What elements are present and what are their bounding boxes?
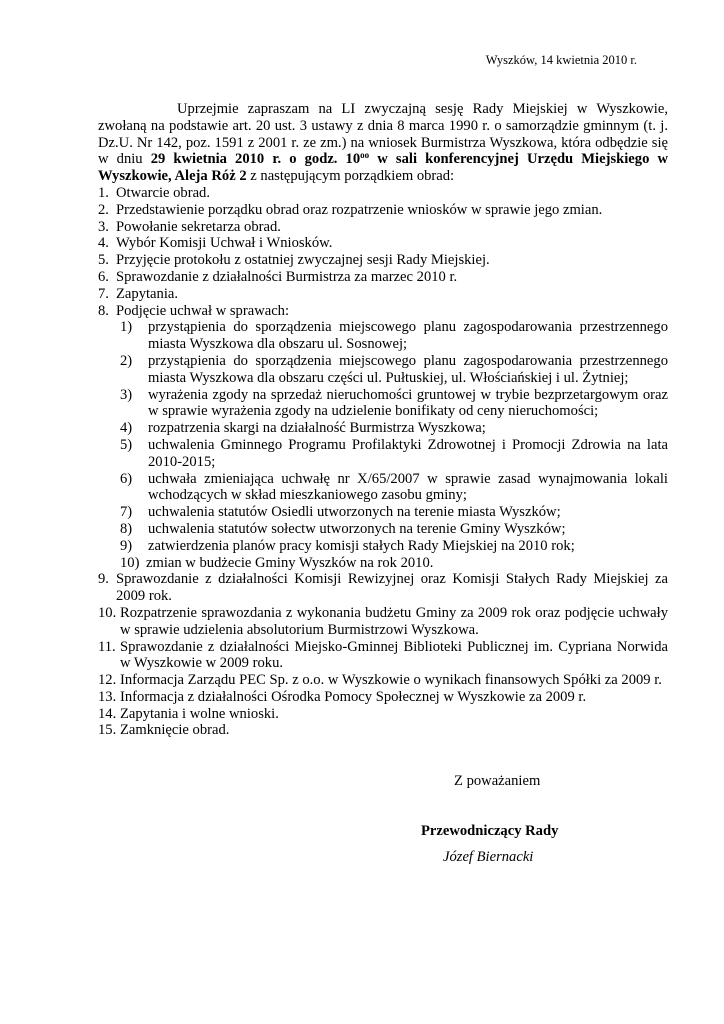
intro-paragraph: [98, 101, 668, 185]
agenda-item: [98, 605, 668, 639]
resolution-item-number: 1): [120, 319, 133, 336]
resolution-item-text: przystąpienia do sporządzenia miejscowego planu zagospodarowania przestrzennego miasta Wyszkowa dla obszaru ul. Sosnowej;: [148, 319, 668, 353]
agenda-item-text: Sprawozdanie z działalności Miejsko-Gminnej Biblioteki Publicznej im. Cypriana Norwida w Wyszkowie w 2009 roku.: [120, 638, 668, 672]
agenda-item-number: 10.: [98, 604, 117, 621]
meeting-minutes: oo: [360, 150, 370, 161]
letter-body: [98, 101, 668, 739]
agenda-item: [98, 689, 668, 706]
agenda-item: [98, 286, 668, 303]
agenda-item-text: Zapytania i wolne wnioski.: [120, 705, 279, 722]
signatory-title: Przewodniczący Rady: [421, 823, 559, 839]
agenda-item: [98, 672, 668, 689]
agenda-item-text: Otwarcie obrad.: [116, 184, 211, 201]
agenda-item-text: Sprawozdanie z działalności Komisji Rewizyjnej oraz Komisji Stałych Rady Miejskiej za 2009 rok.: [116, 571, 668, 605]
agenda-item: [98, 235, 668, 252]
agenda-item-number: 7.: [98, 285, 109, 302]
agenda-item-number: 9.: [98, 571, 109, 588]
agenda-item: [98, 269, 668, 286]
resolution-item-number: 10): [120, 554, 140, 571]
agenda-item-number: 2.: [98, 201, 109, 218]
agenda-item-text: Sprawozdanie z działalności Burmistrza za marzec 2010 r.: [116, 268, 458, 285]
resolution-item: [120, 555, 668, 572]
resolution-item: [120, 353, 668, 387]
resolution-item: [120, 387, 668, 421]
agenda-item-number: 13.: [98, 688, 117, 705]
agenda-item-number: 11.: [98, 638, 116, 655]
resolution-item-text: zatwierdzenia planów pracy komisji stałych Rady Miejskiej na 2010 rok;: [148, 537, 575, 554]
agenda-item-number: 15.: [98, 722, 117, 739]
agenda-item-text: Zamknięcie obrad.: [120, 722, 230, 739]
agenda-item-text: Powołanie sekretarza obrad.: [116, 218, 281, 235]
resolution-sublist: [98, 319, 668, 571]
agenda-item: [98, 252, 668, 269]
agenda-item-number: 6.: [98, 268, 109, 285]
agenda-item-number: 3.: [98, 218, 109, 235]
resolution-item: [120, 420, 668, 437]
signatory-name: Józef Biernacki: [443, 849, 534, 865]
resolution-item: [120, 538, 668, 555]
agenda-item-text: Rozpatrzenie sprawozdania z wykonania budżetu Gminy za 2009 rok oraz podjęcie uchwały w sprawie udzielenia absolutorium Burmistrzowi Wyszkowa.: [120, 604, 668, 638]
agenda-item: [98, 202, 668, 219]
agenda-item-text: Zapytania.: [116, 285, 178, 302]
agenda-item-text: Wybór Komisji Uchwał i Wniosków.: [116, 235, 333, 252]
resolution-item: [120, 521, 668, 538]
resolution-item-text: rozpatrzenia skargi na działalność Burmistrza Wyszkowa;: [148, 420, 486, 437]
resolution-item-text: uchwalenia statutów sołectw utworzonych na terenie Gminy Wyszków;: [148, 520, 566, 537]
agenda-item: [98, 571, 668, 605]
resolution-item-text: zmian w budżecie Gminy Wyszków na rok 2010.: [146, 554, 434, 571]
meeting-location: w sali konferencyjnej Urzędu Miejskiego w Wyszkowie, Aleja Róż 2: [98, 151, 669, 185]
resolution-item-text: przystąpienia do sporządzenia miejscowego planu zagospodarowania przestrzennego miasta Wyszkowa dla obszaru części ul. Pułtuskiej, ul. Włościańskiej i ul. Żytniej;: [148, 352, 668, 386]
place-date: Wyszków, 14 kwietnia 2010 r.: [485, 53, 637, 67]
agenda-item: [98, 219, 668, 236]
agenda-item: [98, 639, 668, 673]
agenda-item-number: 14.: [98, 705, 117, 722]
agenda-item-text: Informacja z działalności Ośrodka Pomocy Społecznej w Wyszkowie za 2009 r.: [120, 688, 587, 705]
resolution-item-number: 9): [120, 537, 133, 554]
resolution-item: [120, 319, 668, 353]
resolution-item-number: 2): [120, 352, 133, 369]
resolution-item-number: 6): [120, 470, 133, 487]
agenda-item: [98, 706, 668, 723]
meeting-date: 29 kwietnia 2010 r. o godz. 10: [150, 151, 361, 168]
agenda-item-text: Podjęcie uchwał w sprawach:: [116, 302, 290, 319]
agenda-list-continued: [98, 571, 668, 739]
resolution-item-number: 8): [120, 520, 133, 537]
agenda-item-number: 12.: [98, 672, 117, 689]
agenda-list: [98, 185, 668, 319]
resolution-item-number: 7): [120, 504, 133, 521]
agenda-item: [98, 722, 668, 739]
agenda-item-number: 1.: [98, 184, 109, 201]
closing-phrase: Z poważaniem: [454, 773, 541, 789]
intro-text-end: z następującym porządkiem obrad:: [246, 168, 455, 185]
agenda-item-text: Przedstawienie porządku obrad oraz rozpatrzenie wniosków w sprawie jego zmian.: [116, 201, 603, 218]
agenda-item-number: 8.: [98, 302, 109, 319]
resolution-item-text: uchwała zmieniająca uchwałę nr X/65/2007 w sprawie zasad wynajmowania lokali wchodzących w skład mieszkaniowego zasobu gminy;: [148, 470, 668, 504]
resolution-item-text: wyrażenia zgody na sprzedaż nieruchomości gruntowej w trybie bezprzetargowym oraz w sprawie wyrażenia zgody na udzielenie bonifikaty od ceny nieruchomości;: [148, 386, 668, 420]
resolution-item: [120, 471, 668, 505]
resolution-item-text: uchwalenia statutów Osiedli utworzonych na terenie miasta Wyszków;: [148, 504, 561, 521]
intro-text: Uprzejmie zapraszam na LI zwyczajną sesję Rady Miejskiej w Wyszkowie, zwołaną na podstawie art. 20 ust. 3 ustawy z dnia 8 marca 1990 r. o samorządzie gminnym (t. j. Dz.U. Nr 142, poz. 1591 z 2001 r. ze zm.) na wniosek Burmistrza Wyszkowa, która odbędzie się w dniu: [98, 101, 668, 168]
agenda-item-number: 5.: [98, 252, 109, 269]
resolution-item: [120, 504, 668, 521]
agenda-item: [98, 303, 668, 320]
resolution-item-number: 5): [120, 436, 133, 453]
agenda-item: [98, 185, 668, 202]
agenda-item-text: Przyjęcie protokołu z ostatniej zwyczajnej sesji Rady Miejskiej.: [116, 252, 490, 269]
resolution-item-number: 3): [120, 386, 133, 403]
agenda-item-text: Informacja Zarządu PEC Sp. z o.o. w Wyszkowie o wynikach finansowych Spółki za 2009 r.: [120, 672, 662, 689]
resolution-item: [120, 437, 668, 471]
resolution-item-text: uchwalenia Gminnego Programu Profilaktyki Zdrowotnej i Promocji Zdrowia na lata 2010-2015;: [148, 436, 668, 470]
resolution-item-number: 4): [120, 420, 133, 437]
agenda-item-number: 4.: [98, 235, 109, 252]
